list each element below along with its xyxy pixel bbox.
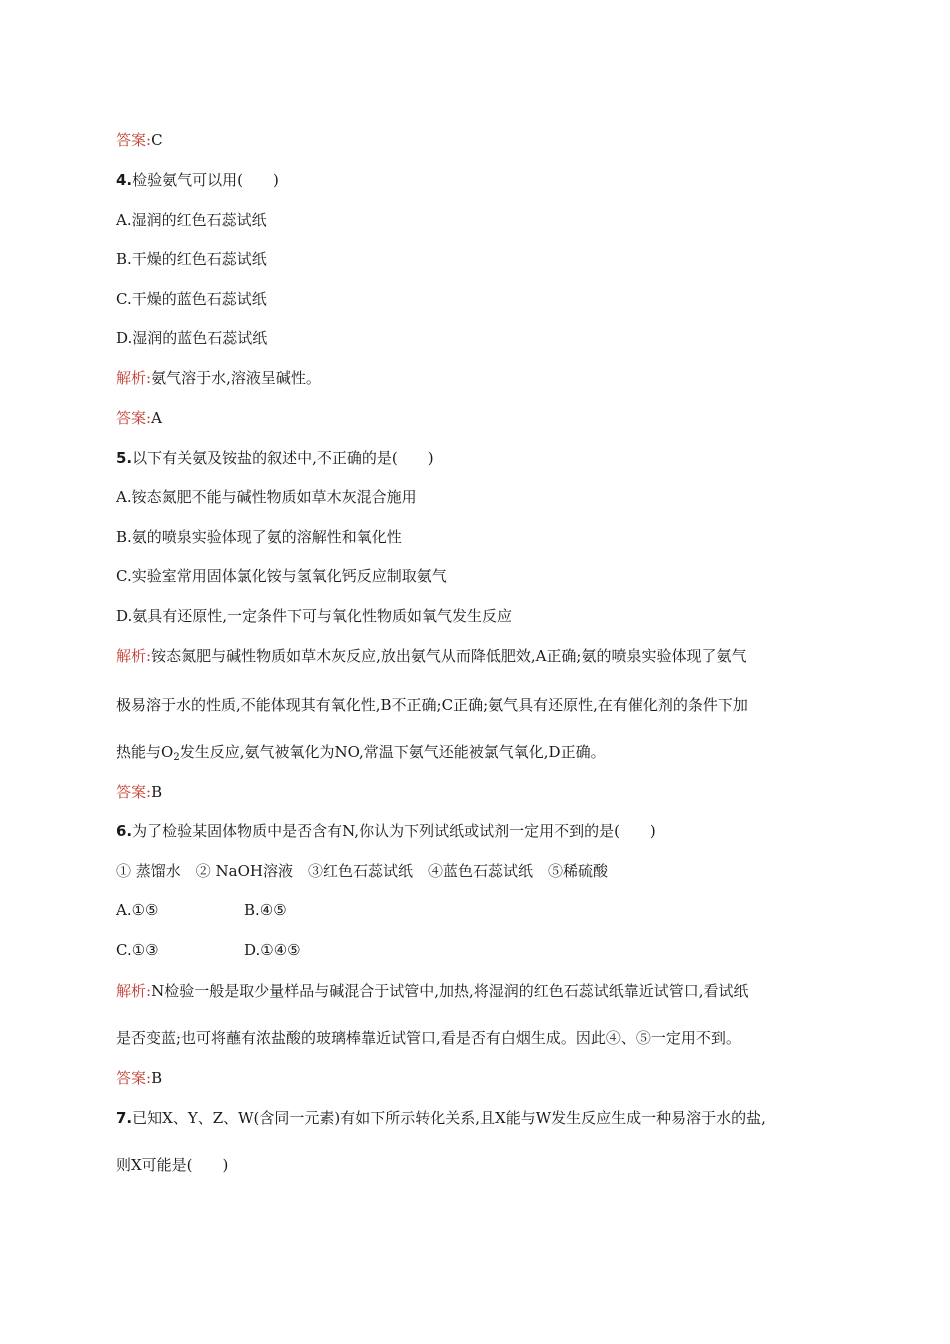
q5-analysis-line-1: [116, 646, 850, 666]
question-number: 6.: [116, 822, 133, 840]
q6-option-c: C.①③: [116, 941, 159, 959]
q5-stem: [116, 448, 850, 468]
q7-stem-line-1: [116, 1108, 850, 1128]
q6-analysis-line-1: [116, 981, 850, 1001]
question-number: 7.: [116, 1109, 133, 1127]
question-number: 4.: [116, 171, 133, 189]
q5-option-a: A.铵态氮肥不能与碱性物质如草木灰混合施用: [116, 488, 417, 506]
analysis-text: 氨气溶于水,溶液呈碱性。: [151, 369, 321, 387]
q5-option-c: C.实验室常用固体氯化铵与氢氧化钙反应制取氨气: [116, 567, 447, 585]
q5-analysis-line-3: [116, 742, 850, 762]
analysis-text: N检验一般是取少量样品与碱混合于试管中,加热,将湿润的红色石蕊试纸靠近试管口,看试纸: [151, 982, 749, 1000]
subscript: 2: [173, 752, 180, 763]
q5-option-d: D.氨具有还原性,一定条件下可与氧化性物质如氧气发生反应: [116, 607, 513, 625]
q4-option-d: D.湿润的蓝色石蕊试纸: [116, 329, 268, 347]
q4-option-b: B.干燥的红色石蕊试纸: [116, 250, 267, 268]
answer-value: C: [151, 131, 163, 149]
analysis-text: 热能与O: [116, 743, 174, 761]
q4-answer: [116, 408, 850, 428]
q6-items: ① 蒸馏水 ② NaOH溶液 ③红色石蕊试纸 ④蓝色石蕊试纸 ⑤稀硫酸: [116, 862, 608, 880]
q6-stem: [116, 821, 850, 841]
q7-stem-line-2: 则X可能是( ): [116, 1156, 229, 1174]
analysis-text: 发生反应,氨气被氧化为NO,常温下氨气还能被氯气氧化,D正确。: [179, 743, 606, 761]
question-number: 5.: [116, 449, 133, 467]
answer-label: 答案:: [116, 409, 152, 427]
analysis-label: 解析:: [116, 369, 152, 387]
q4-stem: [116, 170, 850, 190]
analysis-label: 解析:: [116, 982, 152, 1000]
answer-label: 答案:: [116, 783, 152, 801]
q6-answer: [116, 1068, 850, 1088]
question-text: 检验氨气可以用( ): [132, 171, 279, 189]
q4-option-a: A.湿润的红色石蕊试纸: [116, 211, 267, 229]
question-text: 已知X、Y、Z、W(含同一元素)有如下所示转化关系,且X能与W发生反应生成一种易溶于水的盐,: [132, 1109, 766, 1127]
answer-value: B: [151, 1069, 163, 1087]
analysis-text: 铵态氮肥与碱性物质如草木灰反应,放出氨气从而降低肥效,A正确;氨的喷泉实验体现了氨气: [151, 647, 747, 665]
q6-option-a: A.①⑤: [116, 901, 159, 919]
q6-options-row-2: [116, 940, 850, 960]
q5-option-b: B.氨的喷泉实验体现了氨的溶解性和氧化性: [116, 528, 402, 546]
q6-option-b: B.④⑤: [244, 901, 287, 919]
answer-value: A: [151, 409, 162, 427]
q6-option-d: D.①④⑤: [244, 941, 301, 959]
analysis-label: 解析:: [116, 647, 152, 665]
q3-answer: [116, 130, 850, 150]
answer-label: 答案:: [116, 131, 152, 149]
question-text: 为了检验某固体物质中是否含有N,你认为下列试纸或试剂一定用不到的是( ): [132, 822, 656, 840]
q6-analysis-line-2: 是否变蓝;也可将蘸有浓盐酸的玻璃棒靠近试管口,看是否有白烟生成。因此④、⑤一定用不到。: [116, 1029, 741, 1047]
answer-label: 答案:: [116, 1069, 152, 1087]
question-text: 以下有关氨及铵盐的叙述中,不正确的是( ): [132, 449, 434, 467]
q6-options-row-1: [116, 900, 850, 920]
answer-value: B: [151, 783, 163, 801]
q5-answer: [116, 782, 850, 802]
q4-option-c: C.干燥的蓝色石蕊试纸: [116, 290, 267, 308]
q5-analysis-line-2: 极易溶于水的性质,不能体现其有氧化性,B不正确;C正确;氨气具有还原性,在有催化剂的条件下加: [116, 696, 748, 714]
q4-analysis: [116, 368, 850, 388]
